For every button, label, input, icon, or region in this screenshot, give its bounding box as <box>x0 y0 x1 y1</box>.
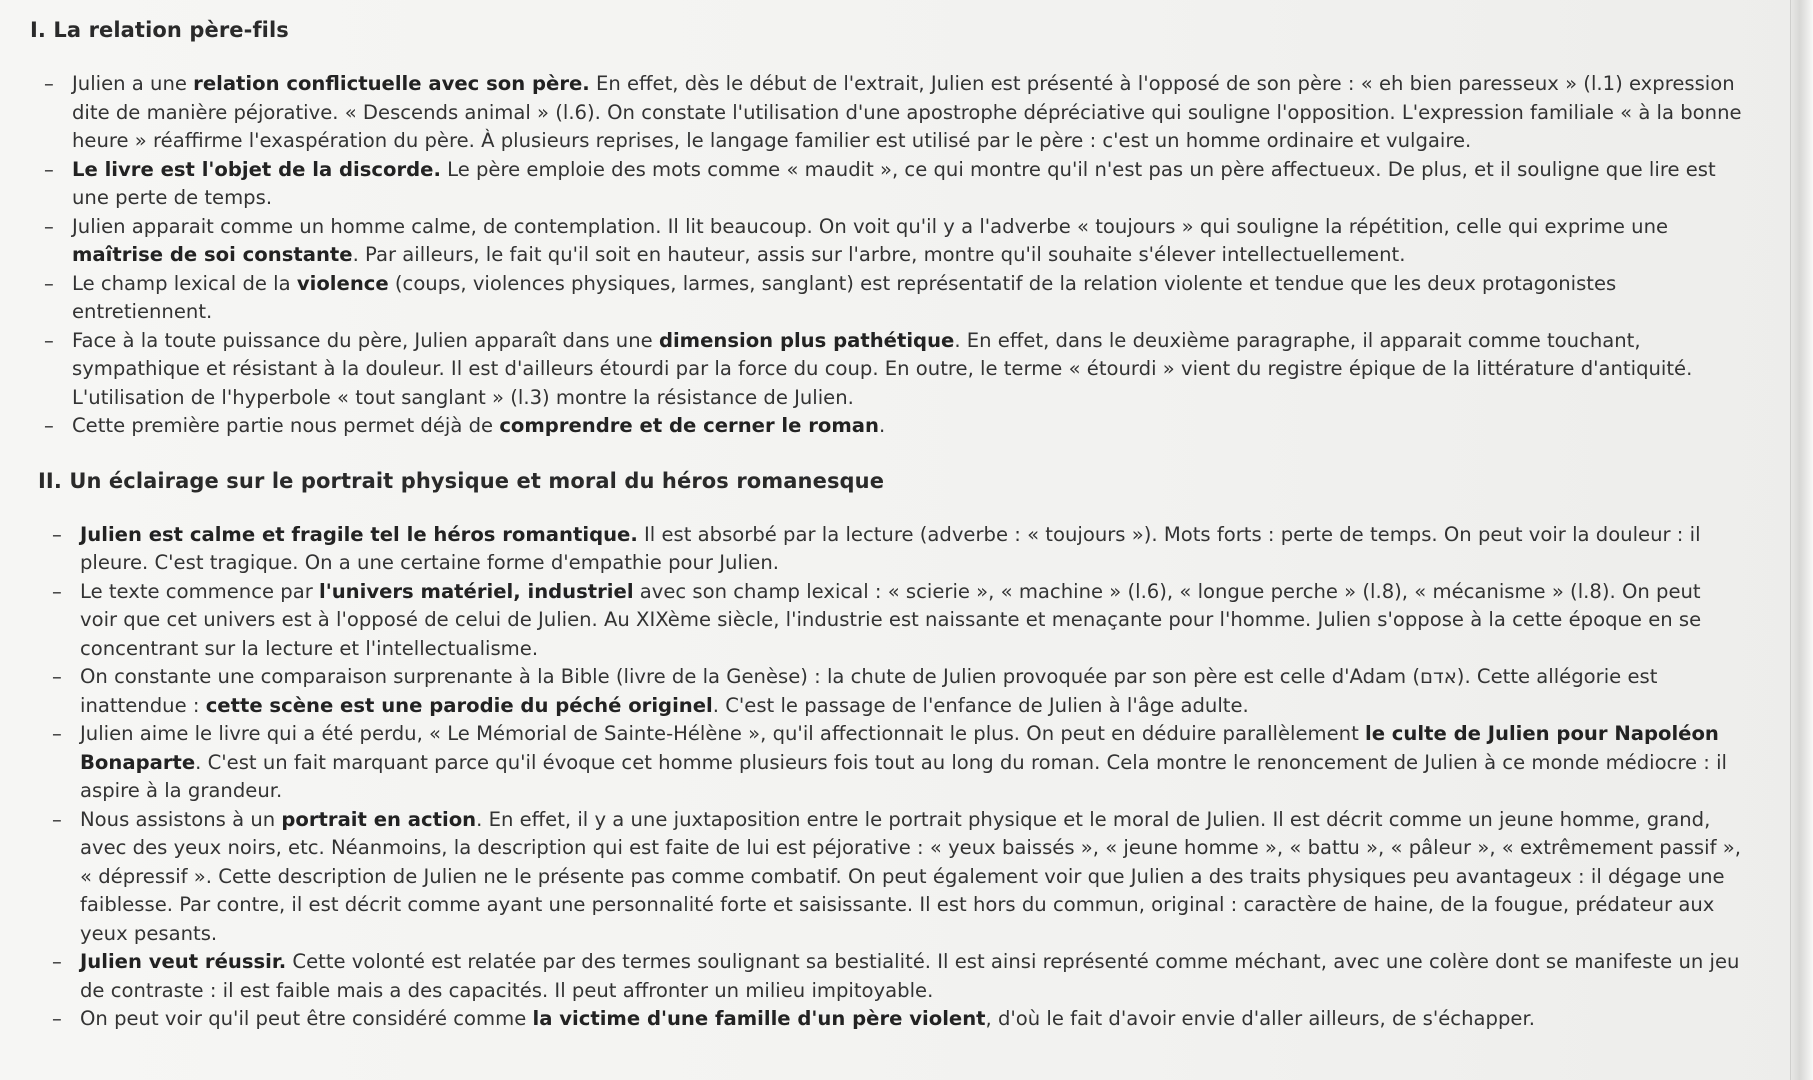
section-2-title: II. Un éclairage sur le portrait physique et moral du héros romanesque <box>38 468 885 493</box>
list-item: – Le texte commence par l'univers matériel, industriel avec son champ lexical : « scierie », « machine » (l.6), « longue perche » (l.8), « mécanisme » (l.8). On peut voir que cet univers est à l'opposé de celui de Julien. Au XIXème siècle, l'industrie est naissante et menaçante pour l'homme. Julien s'oppose à la cette époque en se concentrant sur la lecture et l'intellectualisme. <box>38 578 1743 664</box>
section-2-list <box>30 521 1743 1034</box>
list-item: – Julien veut réussir. Cette volonté est relatée par des termes soulignant sa bestialité. Il est ainsi représenté comme méchant, avec une colère dont se manifeste un jeu de contraste : il est faible mais a des capacités. Il peut affronter un milieu impitoyable. <box>38 948 1743 1005</box>
list-item: – Cette première partie nous permet déjà de comprendre et de cerner le roman. <box>30 412 1743 441</box>
list-item: – On constante une comparaison surprenante à la Bible (livre de la Genèse) : la chute de Julien provoquée par son père est celle d'Adam (אדם). Cette allégorie est inattendue : cette scène est une parodie du péché originel. C'est le passage de l'enfance de Julien à l'âge adulte. <box>38 663 1743 720</box>
list-item: – Face à la toute puissance du père, Julien apparaît dans une dimension plus pathétique. En effet, dans le deuxième paragraphe, il apparait comme touchant, sympathique et résistant à la douleur. Il est d'ailleurs étourdi par la force du coup. En outre, le terme « étourdi » vient du registre épique de la littérature d'antiquité. L'utilisation de l'hyperbole « tout sanglant » (l.3) montre la résistance de Julien. <box>30 327 1743 413</box>
list-item: – Le livre est l'objet de la discorde. Le père emploie des mots comme « maudit », ce qui montre qu'il n'est pas un père affectueux. De plus, et il souligne que lire est une perte de temps. <box>30 156 1743 213</box>
list-item: – Julien apparait comme un homme calme, de contemplation. Il lit beaucoup. On voit qu'il y a l'adverbe « toujours » qui souligne la répétition, celle qui exprime une maîtrise de soi constante. Par ailleurs, le fait qu'il soit en hauteur, assis sur l'arbre, montre qu'il souhaite s'élever intellectuellement. <box>30 213 1743 270</box>
section-1-list <box>30 70 1743 441</box>
list-item: – Julien aime le livre qui a été perdu, « Le Mémorial de Sainte-Hélène », qu'il affectionnait le plus. On peut en déduire parallèlement le culte de Julien pour Napoléon Bonaparte. C'est un fait marquant parce qu'il évoque cet homme plusieurs fois tout au long du roman. Cela montre le renoncement de Julien à ce monde médiocre : il aspire à la grandeur. <box>38 720 1743 806</box>
list-item: – Le champ lexical de la violence (coups, violences physiques, larmes, sanglant) est représentatif de la relation violente et tendue que les deux protagonistes entretiennent. <box>30 270 1743 327</box>
page-right-edge <box>1790 0 1813 1080</box>
list-item: – Nous assistons à un portrait en action. En effet, il y a une juxtaposition entre le portrait physique et le moral de Julien. Il est décrit comme un jeune homme, grand, avec des yeux noirs, etc. Néanmoins, la description qui est faite de lui est péjorative : « yeux baissés », « jeune homme », « battu », « pâleur », « extrêmement passif », « dépressif ». Cette description de Julien ne le présente pas comme combatif. On peut également voir que Julien a des traits physiques peu avantageux : il dégage une faiblesse. Par contre, il est décrit comme ayant une personnalité forte et saisissante. Il est hors du commun, original : caractère de haine, de la fougue, prédateur aux yeux pesants. <box>38 806 1743 949</box>
list-item: – Julien est calme et fragile tel le héros romantique. Il est absorbé par la lecture (adverbe : « toujours »). Mots forts : perte de temps. On peut voir la douleur : il pleure. C'est tragique. On a une certaine forme d'empathie pour Julien. <box>38 521 1743 578</box>
list-item: – On peut voir qu'il peut être considéré comme la victime d'une famille d'un père violent, d'où le fait d'avoir envie d'aller ailleurs, de s'échapper. <box>38 1005 1743 1034</box>
list-item: – Julien a une relation conflictuelle avec son père. En effet, dès le début de l'extrait, Julien est présenté à l'opposé de son père : « eh bien paresseux » (l.1) expression dite de manière péjorative. « Descends animal » (l.6). On constate l'utilisation d'une apostrophe dépréciative qui souligne l'opposition. L'expression familiale « à la bonne heure » réaffirme l'exaspération du père. À plusieurs reprises, le langage familier est utilisé par le père : c'est un homme ordinaire et vulgaire. <box>30 70 1743 156</box>
section-1-title: I. La relation père-fils <box>30 18 289 42</box>
